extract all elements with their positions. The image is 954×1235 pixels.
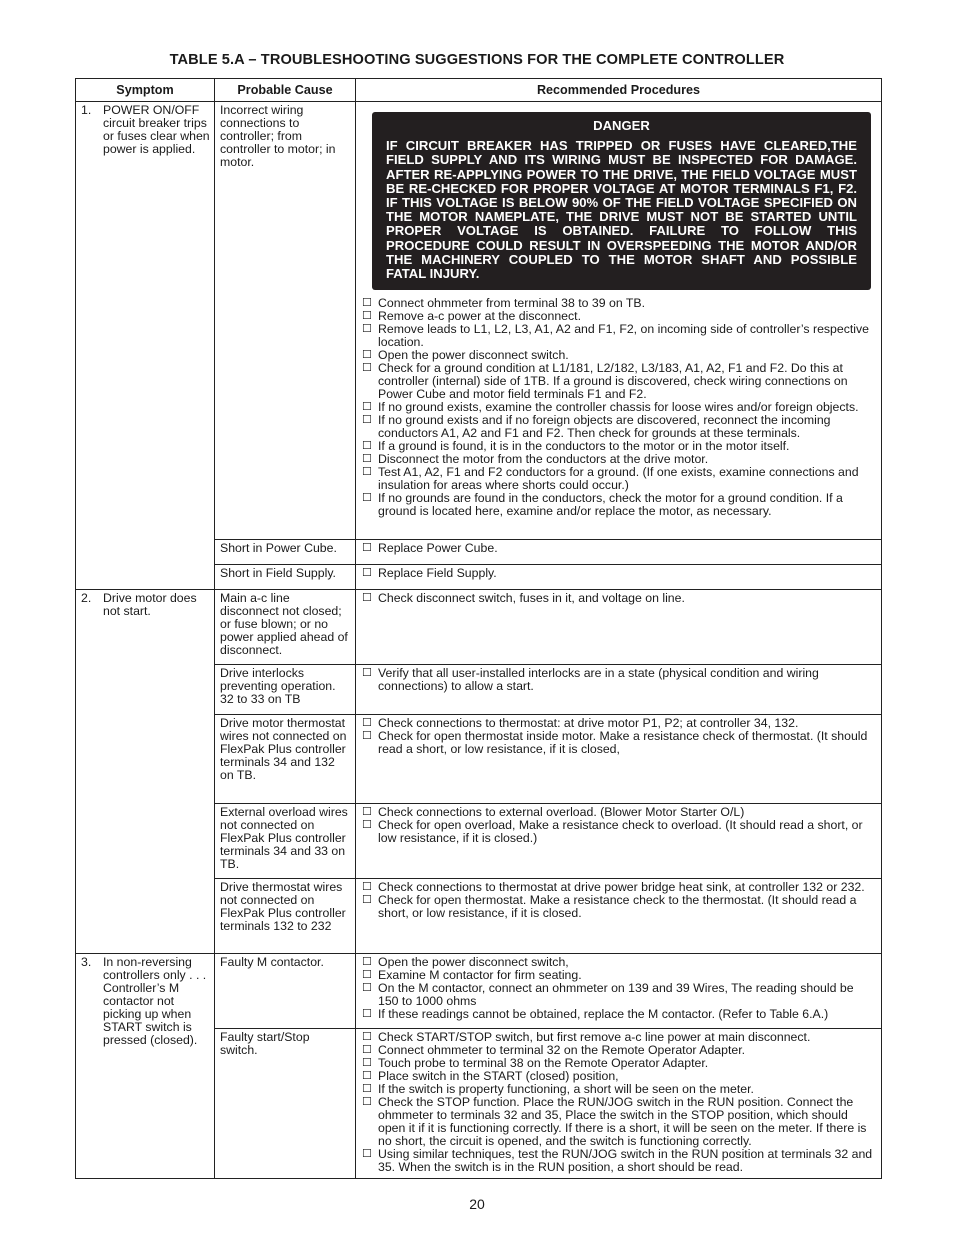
checkbox-icon: ☐: [362, 349, 372, 362]
procedure-step: Connect ohmmeter from terminal 38 to 39 on TB.: [378, 296, 646, 311]
procedures-cell: [356, 804, 882, 879]
checkbox-icon: ☐: [362, 730, 372, 742]
table-row: [76, 102, 882, 540]
header-symptom: Symptom: [76, 79, 215, 102]
checkbox-icon: ☐: [362, 819, 372, 831]
checkbox-icon: ☐: [362, 956, 372, 968]
cause-cell: Drive thermostat wires not connected on FlexPak Plus controller terminals 132 to 232: [215, 879, 356, 954]
procedure-step: Connect ohmmeter to terminal 32 on the Remote Operator Adapter.: [378, 1043, 746, 1057]
list-item: [362, 730, 875, 756]
procedure-step: Check for a ground condition at L1/181, L2/182, L3/183, A1, A2, F1 and F2. Do this at controller (internal) side of 1TB. If a ground is discovered, check wiring connections on Power Cube and motor field terminals F1 and F2.: [378, 361, 848, 402]
procedure-list: [362, 567, 875, 580]
procedure-list: [362, 956, 875, 1021]
list-item: [362, 592, 875, 605]
checkbox-icon: ☐: [362, 1008, 372, 1020]
procedure-step: Verify that all user-installed interlocks are in a state (physical condition and wiring connections) to allow a start.: [378, 666, 819, 693]
symptom-text: In non-reversing controllers only . . . Controller’s M contactor not picking up when START switch is pressed (closed).: [103, 955, 207, 1047]
checkbox-icon: ☐: [362, 1044, 372, 1056]
checkbox-icon: ☐: [362, 806, 372, 818]
checkbox-icon: ☐: [362, 1096, 372, 1108]
procedure-step: Check connections to thermostat at drive power bridge heat sink, at controller 132 or 232.: [378, 880, 865, 894]
danger-heading: DANGER: [593, 118, 650, 133]
list-item: [362, 667, 875, 693]
checkbox-icon: ☐: [362, 297, 372, 310]
list-item: [362, 894, 875, 920]
list-item: [362, 492, 875, 518]
procedure-step: If a ground is found, it is in the conductors to the motor or in the motor itself.: [378, 439, 790, 454]
cause-cell: Short in Power Cube.: [215, 540, 356, 565]
procedure-step: Open the power disconnect switch,: [378, 955, 569, 969]
procedure-step: On the M contactor, connect an ohmmeter on 139 and 39 Wires, The reading should be 150 to 1000 ohms: [378, 981, 854, 1008]
checkbox-icon: ☐: [362, 414, 372, 427]
page-number: 20: [469, 1196, 485, 1212]
checkbox-icon: ☐: [362, 1083, 372, 1095]
symptom-number: 3.: [81, 955, 92, 969]
header-recommended-procedures: Recommended Procedures: [356, 79, 882, 102]
danger-text: IF CIRCUIT BREAKER HAS TRIPPED OR FUSES HAVE CLEARED,THE FIELD SUPPLY AND ITS WIRING MUST BE INSPECTED FOR DAMAGE. AFTER RE-APPLYING POWER TO THE DRIVE, THE FIELD VOLTAGE MUST BE RE-CHECKED FOR PROPER VOLTAGE AT MOTOR TERMINALS F1, F2. IF THIS VOLTAGE IS BELOW 90% OF THE FIELD VOLTAGE SPECIFIED ON THE MOTOR NAMEPLATE, THE DRIVE MUST NOT BE STARTED UNTIL PROPER VOLTAGE IS OBTAINED. FAILURE TO FOLLOW THIS PROCEDURE COULD RESULT IN OVERSPEEDING THE MOTOR AND/OR THE MACHINERY COUPLED TO THE MOTOR SHAFT AND POSSIBLE FATAL INJURY.: [386, 138, 857, 282]
table-row: [76, 590, 882, 665]
procedures-cell: [356, 565, 882, 590]
procedure-list: [362, 806, 875, 845]
procedure-step: Check for open thermostat. Make a resistance check to the thermostat. (It should read a short, or low resistance, if it is closed.: [378, 893, 857, 920]
checkbox-icon: ☐: [362, 717, 372, 729]
procedure-step: Remove a-c power at the disconnect.: [378, 309, 582, 324]
checkbox-icon: ☐: [362, 440, 372, 453]
procedures-cell: [356, 590, 882, 665]
symptom-number: 2.: [81, 591, 92, 605]
symptom-text: Drive motor does not start.: [103, 591, 197, 618]
procedures-cell: [356, 540, 882, 565]
list-item: [362, 1008, 875, 1021]
procedure-step: Examine M contactor for firm seating.: [378, 968, 582, 982]
procedures-cell: [356, 1029, 882, 1179]
procedure-list: [362, 592, 875, 605]
procedure-step: Check disconnect switch, fuses in it, and voltage on line.: [378, 591, 685, 605]
header-probable-cause: Probable Cause: [215, 79, 356, 102]
checkbox-icon: ☐: [362, 1148, 372, 1160]
checkbox-icon: ☐: [362, 592, 372, 604]
checkbox-icon: ☐: [362, 466, 372, 479]
checkbox-icon: ☐: [362, 492, 372, 505]
procedure-step: Open the power disconnect switch.: [378, 348, 569, 363]
procedures-cell: [356, 665, 882, 715]
procedure-step: Test A1, A2, F1 and F2 conductors for a ground. (If one exists, examine connections and insulation for areas where shorts could occur.): [378, 465, 859, 493]
table-header-row: [76, 79, 882, 102]
symptom-cell-2: [76, 590, 215, 954]
procedure-step: If the switch is property functioning, a short will be seen on the meter.: [378, 1082, 754, 1096]
procedure-list: [362, 717, 875, 756]
checkbox-icon: ☐: [362, 310, 372, 323]
list-item: [362, 414, 875, 440]
list-item: [362, 567, 875, 580]
procedure-list: [362, 1031, 875, 1174]
procedure-step: Touch probe to terminal 38 on the Remote Operator Adapter.: [378, 1056, 709, 1070]
procedure-step: If no ground exists and if no foreign objects are discovered, reconnect the incoming conductors A1, A2 and F1 and F2. Then check for grounds at these terminals.: [378, 413, 831, 441]
checkbox-icon: ☐: [362, 567, 372, 579]
procedure-list: [362, 667, 875, 693]
procedure-step: Check connections to external overload. (Blower Motor Starter O/L): [378, 805, 745, 819]
procedure-step: Place switch in the START (closed) position,: [378, 1069, 619, 1083]
procedure-step: Disconnect the motor from the conductors at the drive motor.: [378, 452, 709, 467]
list-item: [362, 982, 875, 1008]
table-title: TABLE 5.A – TROUBLESHOOTING SUGGESTIONS FOR THE COMPLETE CONTROLLER: [169, 52, 785, 68]
procedure-step: If these readings cannot be obtained, replace the M contactor. (Refer to Table 6.A.): [378, 1007, 829, 1021]
list-item: [362, 466, 875, 492]
symptom-text: POWER ON/OFF circuit breaker trips or fuses clear when power is applied.: [103, 103, 210, 156]
cause-cell: External overload wires not connected on FlexPak Plus controller terminals 34 and 33 on TB.: [215, 804, 356, 879]
cause-cell: Drive motor thermostat wires not connected on FlexPak Plus controller terminals 34 and 132 on TB.: [215, 715, 356, 804]
cause-cell: Incorrect wiring connections to controller; from controller to motor; in motor.: [215, 102, 356, 540]
table-row: [76, 954, 882, 1029]
procedure-step: Check START/STOP switch, but first remove a-c line power at main disconnect.: [378, 1030, 811, 1044]
procedure-step: If no ground exists, examine the controller chassis for loose wires and/or foreign objects.: [378, 400, 859, 415]
danger-warning-box: [372, 112, 871, 290]
list-item: [362, 819, 875, 845]
procedure-list: [362, 542, 875, 555]
procedures-cell: [356, 102, 882, 540]
list-item: [362, 323, 875, 349]
symptom-number: 1.: [81, 103, 92, 117]
symptom-cell-1: [76, 102, 215, 590]
procedures-cell: [356, 954, 882, 1029]
checkbox-icon: ☐: [362, 1070, 372, 1082]
procedure-step: Check connections to thermostat: at drive motor P1, P2; at controller 34, 132.: [378, 716, 799, 730]
checkbox-icon: ☐: [362, 1057, 372, 1069]
procedures-cell: [356, 715, 882, 804]
cause-cell: Faulty start/Stop switch.: [215, 1029, 356, 1179]
list-item: [362, 1148, 875, 1174]
checkbox-icon: ☐: [362, 401, 372, 414]
list-item: [362, 362, 875, 401]
checkbox-icon: ☐: [362, 542, 372, 554]
procedure-step: If no grounds are found in the conductors, check the motor for a ground condition. If a ground is located here, examine and/or replace the motor, as necessary.: [378, 491, 843, 519]
cause-cell: Main a-c line disconnect not closed; or fuse blown; or no power applied ahead of disconnect.: [215, 590, 356, 665]
checkbox-icon: ☐: [362, 982, 372, 994]
checkbox-icon: ☐: [362, 1031, 372, 1043]
procedures-cell: [356, 879, 882, 954]
procedure-step: Replace Field Supply.: [378, 566, 497, 580]
list-item: [362, 542, 875, 555]
cause-cell: Faulty M contactor.: [215, 954, 356, 1029]
procedure-step: Check for open thermostat inside motor. Make a resistance check of thermostat. (It should read a short, or low resistance, if it is closed,: [378, 729, 868, 756]
symptom-cell-3: [76, 954, 215, 1179]
checkbox-icon: ☐: [362, 323, 372, 336]
cause-cell: Drive interlocks preventing operation. 32 to 33 on TB: [215, 665, 356, 715]
checkbox-icon: ☐: [362, 453, 372, 466]
procedure-step: Replace Power Cube.: [378, 541, 498, 555]
procedure-list: [362, 881, 875, 920]
procedure-step: Using similar techniques, test the RUN/JOG switch in the RUN position at terminals 32 and 35. When the switch is in the RUN position, a short should be read.: [378, 1147, 873, 1174]
checkbox-icon: ☐: [362, 362, 372, 375]
checkbox-icon: ☐: [362, 969, 372, 981]
troubleshooting-table: [75, 78, 882, 1179]
cause-cell: Short in Field Supply.: [215, 565, 356, 590]
procedure-step: Check the STOP function. Place the RUN/JOG switch in the RUN position. Connect the ohmmeter to terminals 32 and 35, Place the switch in the STOP position, which should open it if it is functioning correctly. If there is a short, it will be seen on the meter. If there is no short, the circuit is opened, and the switch is functioning correctly.: [378, 1095, 867, 1148]
checkbox-icon: ☐: [362, 894, 372, 906]
procedure-step: Check for open overload, Make a resistance check to overload. (It should read a short, or low resistance, if it is closed.): [378, 818, 863, 845]
procedure-list: [362, 297, 875, 518]
checkbox-icon: ☐: [362, 881, 372, 893]
procedure-step: Remove leads to L1, L2, L3, A1, A2 and F1, F2, on incoming side of controller’s respective location.: [378, 322, 870, 350]
list-item: [362, 1096, 875, 1148]
checkbox-icon: ☐: [362, 667, 372, 679]
